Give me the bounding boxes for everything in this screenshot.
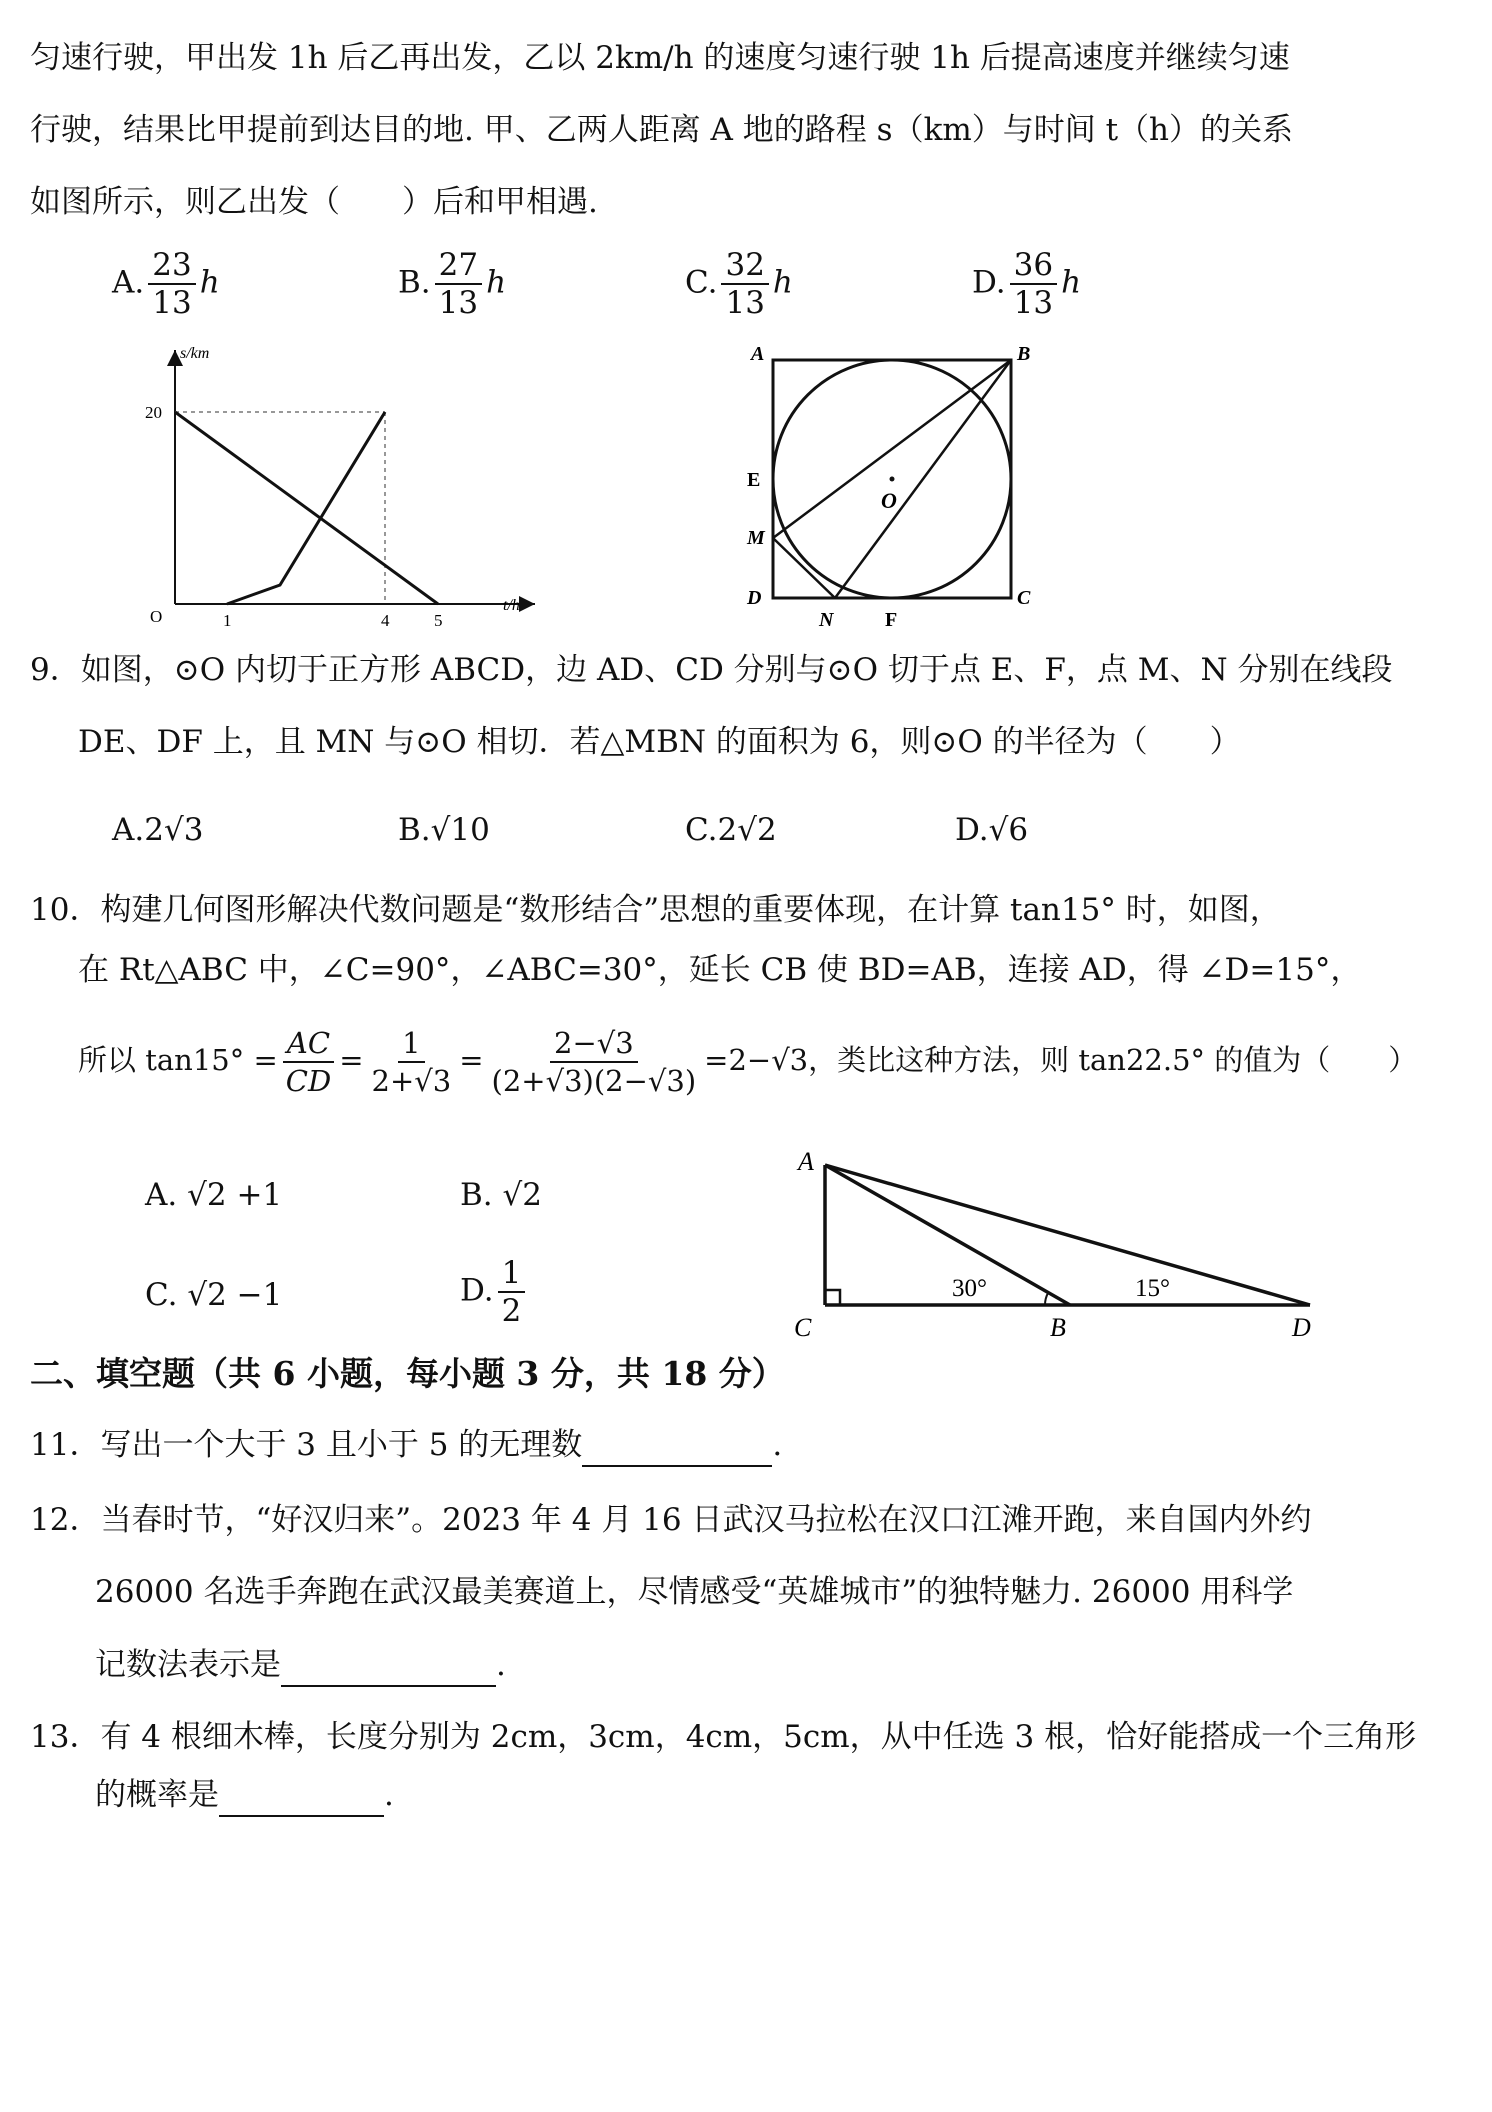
label-e: E bbox=[747, 469, 761, 491]
q8-line-2: 行驶，结果比甲提前到达目的地. 甲、乙两人距离 A 地的路程 s（km）与时间 t（h）的关系 bbox=[30, 112, 1294, 148]
label-c: C bbox=[794, 1313, 812, 1340]
label-b: B bbox=[1050, 1313, 1066, 1340]
q13-line-1: 13．有 4 根细木棒，长度分别为 2cm，3cm，4cm，5cm，从中任选 3 根，恰好能搭成一个三角形 bbox=[30, 1719, 1417, 1755]
section-2-title: 二、填空题（共 6 小题，每小题 3 分，共 18 分） bbox=[30, 1354, 785, 1393]
segment-bn bbox=[835, 360, 1011, 598]
angle-label-15: 15° bbox=[1135, 1275, 1170, 1302]
q13-answer-blank[interactable] bbox=[219, 1775, 384, 1817]
q10-option-a[interactable]: A. √2 +1 bbox=[145, 1177, 283, 1213]
option-fraction: $\frac{36}{13}$ bbox=[1010, 247, 1057, 321]
q10-line-1: 10．构建几何图形解决代数问题是“数形结合”思想的重要体现，在计算 tan15° 时，如图， bbox=[30, 892, 1281, 928]
tan15-suffix: =2−√3，类比这种方法，则 tan22.5° 的值为（ ） bbox=[704, 1043, 1418, 1077]
q9-option-d[interactable]: D.√6 bbox=[955, 812, 1029, 848]
fraction-ac-cd: $\frac{AC}{CD}$ bbox=[282, 1025, 335, 1099]
q13-line-2: 的概率是 . bbox=[95, 1775, 394, 1817]
option-letter: D. bbox=[972, 264, 1006, 301]
label-b: B bbox=[1017, 343, 1031, 365]
option-unit: h bbox=[772, 264, 793, 301]
y-tick-20: 20 bbox=[145, 403, 162, 422]
q9-option-a[interactable]: A.2√3 bbox=[112, 812, 204, 848]
x-axis-label: t/h bbox=[503, 597, 520, 614]
right-angle-mark bbox=[825, 1290, 840, 1305]
q10-triangle-figure bbox=[780, 1140, 1340, 1340]
q8-line-1: 匀速行驶，甲出发 1h 后乙再出发，乙以 2km/h 的速度匀速行驶 1h 后提高速度并继续匀速 bbox=[30, 40, 1290, 76]
q9-option-b[interactable]: B.√10 bbox=[398, 812, 490, 848]
tan15-prefix: 所以 tan15° = bbox=[78, 1043, 278, 1077]
option-unit: h bbox=[1061, 264, 1082, 301]
label-d: D bbox=[1292, 1313, 1311, 1340]
q8-distance-time-graph bbox=[140, 340, 560, 630]
option-letter: C. bbox=[685, 264, 718, 301]
q8-line-3: 如图所示，则乙出发（ ）后和甲相遇. bbox=[30, 184, 598, 220]
q11-answer-blank[interactable] bbox=[582, 1425, 772, 1467]
q8-option-b[interactable] bbox=[398, 247, 506, 321]
q9-line-2: DE、DF 上，且 MN 与⊙O 相切．若△MBN 的面积为 6，则⊙O 的半径为（ ） bbox=[78, 724, 1241, 760]
fraction-1-over-2-plus-root3: $\frac{1}{2+√3}$ bbox=[371, 1026, 452, 1098]
q8-option-d[interactable] bbox=[972, 247, 1081, 321]
x-tick-5: 5 bbox=[434, 611, 443, 630]
q12-line-3: 记数法表示是 . bbox=[95, 1645, 506, 1687]
option-letter: A. bbox=[112, 264, 145, 301]
x-tick-1: 1 bbox=[223, 611, 232, 630]
label-a: A bbox=[751, 343, 765, 365]
jia-line bbox=[175, 412, 438, 604]
q10-option-c[interactable]: C. √2 −1 bbox=[145, 1277, 283, 1313]
q10-line-3: 所以 tan15° = $\frac{AC}{CD}$ = $\frac{1}{2+√3}$ = $\frac{2-√3}{(2+√3)(2-√3)}$ =2−√3，类比这种方法，则 tan22.5° 的值为（ ） bbox=[78, 1026, 1418, 1098]
segment-ad bbox=[825, 1165, 1310, 1305]
q12-line-1: 12．当春时节，“好汉归来”。2023 年 4 月 16 日武汉马拉松在汉口江滩开跑，来自国内外约 bbox=[30, 1502, 1312, 1538]
option-fraction: $\frac{27}{13}$ bbox=[435, 247, 482, 321]
center-dot bbox=[890, 477, 895, 482]
fraction-rationalized: $\frac{2-√3}{(2+√3)(2-√3)}$ bbox=[491, 1026, 697, 1098]
square-circle-figure bbox=[735, 340, 1045, 640]
y-axis-label: s/km bbox=[180, 345, 210, 362]
q8-option-c[interactable] bbox=[685, 247, 793, 321]
q11-line: 11．写出一个大于 3 且小于 5 的无理数 . bbox=[30, 1425, 782, 1467]
q10-option-d[interactable]: D. $\frac{1}{2}$ bbox=[460, 1255, 529, 1329]
label-o: O bbox=[881, 488, 897, 513]
option-unit: h bbox=[199, 264, 220, 301]
angle-arc-b bbox=[1045, 1293, 1048, 1305]
origin-label: O bbox=[150, 607, 163, 626]
option-fraction: $\frac{1}{2}$ bbox=[498, 1255, 526, 1329]
q12-line-2: 26000 名选手奔跑在武汉最美赛道上，尽情感受“英雄城市”的独特魅力. 26000 用科学 bbox=[95, 1574, 1294, 1610]
q10-line-2: 在 Rt△ABC 中，∠C=90°，∠ABC=30°，延长 CB 使 BD=AB，连接 AD，得 ∠D=15°， bbox=[78, 952, 1362, 988]
label-f: F bbox=[885, 609, 898, 631]
angle-label-30: 30° bbox=[952, 1275, 987, 1302]
option-letter: B. bbox=[398, 264, 431, 301]
option-unit: h bbox=[486, 264, 507, 301]
label-d: D bbox=[747, 587, 762, 609]
label-a: A bbox=[798, 1147, 814, 1176]
label-n: N bbox=[819, 609, 834, 631]
option-fraction: $\frac{32}{13}$ bbox=[721, 247, 768, 321]
q9-option-c[interactable]: C.2√2 bbox=[685, 812, 777, 848]
label-m: M bbox=[747, 527, 765, 549]
q12-answer-blank[interactable] bbox=[281, 1645, 496, 1687]
q8-option-a[interactable] bbox=[112, 247, 220, 321]
label-c: C bbox=[1017, 587, 1031, 609]
option-fraction: $\frac{23}{13}$ bbox=[148, 247, 195, 321]
segment-ab bbox=[825, 1165, 1070, 1305]
q10-option-b[interactable]: B. √2 bbox=[460, 1177, 542, 1213]
x-tick-4: 4 bbox=[381, 611, 390, 630]
q9-line-1: 9．如图，⊙O 内切于正方形 ABCD，边 AD、CD 分别与⊙O 切于点 E、F，点 M、N 分别在线段 bbox=[30, 652, 1393, 688]
segment-mn bbox=[773, 538, 835, 598]
